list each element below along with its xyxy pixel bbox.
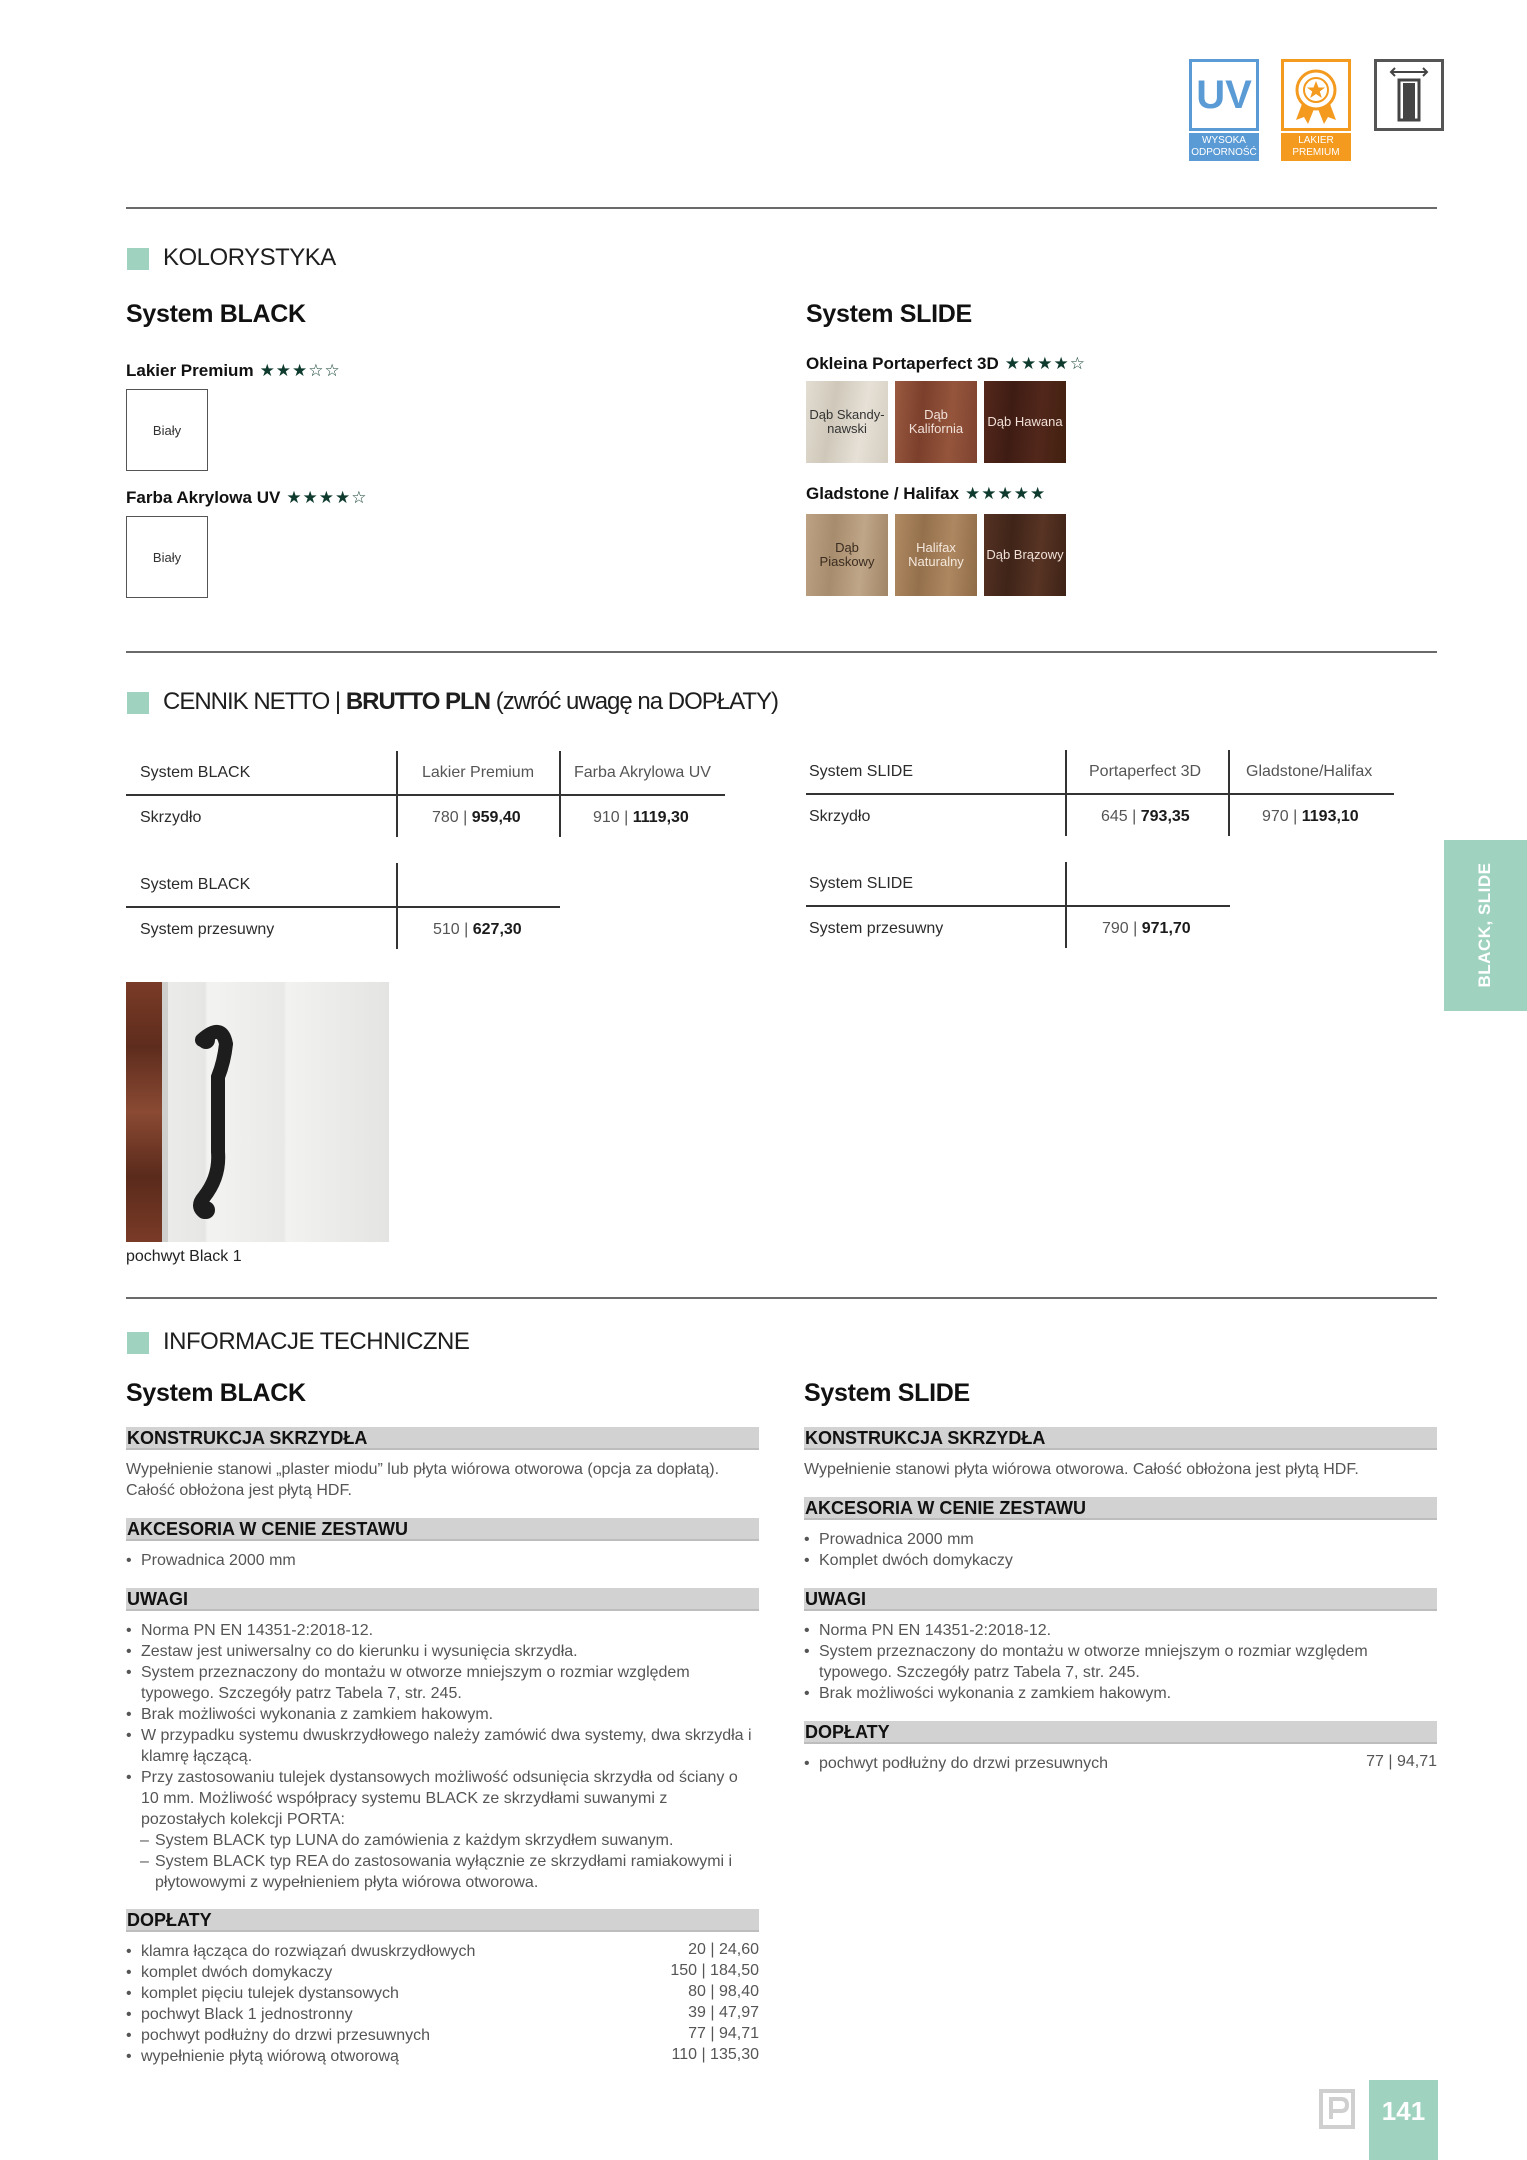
sub-list-item: – System BLACK typ REA do zastosowania wyłącznie ze skrzydłami ramiakowymi i płytowowymi z wypełnieniem płyta wiórowa otworowa. — [140, 1851, 745, 1893]
table-rule — [559, 751, 561, 837]
list-item: • Brak możliwości wykonania z zamkiem hakowym. — [126, 1704, 766, 1725]
price-brutto: 971,70 — [1141, 920, 1191, 937]
doplata-name: • klamra łącząca do rozwiązań dwuskrzydłowych — [126, 1941, 626, 1962]
price-cell — [433, 921, 522, 939]
price-cell — [1102, 920, 1191, 938]
finish-name: Gladstone / Halifax — [806, 484, 960, 503]
header-doplaty: DOPŁATY — [126, 1909, 759, 1932]
uv-label: WYSOKA ODPORNOŚĆ — [1189, 133, 1259, 161]
divider — [126, 651, 1437, 653]
header-doplaty: DOPŁATY — [804, 1721, 1437, 1744]
table-rule — [396, 751, 398, 837]
table-rule — [396, 863, 398, 949]
column-header: Portaperfect 3D — [1089, 763, 1202, 780]
doplata-price: 77 | 94,71 — [1366, 1753, 1437, 1770]
award-ribbon-icon — [1281, 59, 1351, 131]
list-item: • Brak możliwości wykonania z zamkiem hakowym. — [804, 1683, 1434, 1704]
table-rule — [126, 794, 725, 796]
rating-stars: ★★★★☆ — [1004, 354, 1086, 373]
list-item: • Przy zastosowaniu tulejek dystansowych możliwość odsunięcia skrzydła od ściany o 10 mm. Możliwość współpracy systemu BLACK ze skrzydłami suwanymi z pozostałych kolekcji PORTA: — [126, 1767, 741, 1830]
page-number: 141 — [1369, 2080, 1438, 2160]
table-rule — [806, 793, 1394, 795]
price-netto: 645 | — [1101, 808, 1141, 825]
section-marker — [127, 248, 149, 270]
rating-stars: ★★★★☆ — [286, 488, 368, 507]
rating-stars: ★★★★★ — [965, 484, 1047, 503]
doplata-price: 80 | 98,40 — [688, 1983, 759, 2000]
title-part: CENNIK NETTO | — [163, 688, 346, 715]
column-header: Farba Akrylowa UV — [574, 764, 711, 781]
list-item: • Norma PN EN 14351-2:2018-12. — [804, 1620, 1434, 1641]
price-cell — [432, 809, 521, 827]
list-item: • System przeznaczony do montażu w otworze mniejszym o rozmiar względem typowego. Szczegóły patrz Tabela 7, str. 245. — [804, 1641, 1419, 1683]
konstrukcja-text: Wypełnienie stanowi płyta wiórowa otworowa. Całość obłożona jest płytą HDF. — [804, 1461, 1359, 1478]
finish-name: Farba Akrylowa UV — [126, 488, 281, 507]
price-brutto: 1193,10 — [1301, 808, 1359, 825]
handle-icon — [126, 982, 389, 1242]
doplata-price: 39 | 47,97 — [688, 2004, 759, 2021]
list-item: • Komplet dwóch domykaczy — [804, 1550, 1434, 1571]
lakier-label: LAKIER PREMIUM — [1281, 133, 1351, 161]
section-title-cennik — [163, 688, 778, 716]
table-rule — [806, 905, 1230, 907]
handle-caption: pochwyt Black 1 — [126, 1248, 242, 1265]
table-rule — [1228, 750, 1230, 836]
kolor-black-title: System BLACK — [126, 300, 306, 328]
finish-name: Okleina Portaperfect 3D — [806, 354, 999, 373]
list-item: • System przeznaczony do montażu w otworze mniejszym o rozmiar względem typowego. Szczegóły patrz Tabela 7, str. 245. — [126, 1662, 746, 1704]
porta-logo-icon — [1319, 2089, 1355, 2129]
table-header: System BLACK — [140, 876, 251, 893]
handle-photo — [126, 982, 389, 1242]
header-uwagi: UWAGI — [126, 1588, 759, 1611]
divider — [126, 207, 1437, 209]
doplata-name: • pochwyt Black 1 jednostronny — [126, 2004, 626, 2025]
doplata-price: 110 | 135,30 — [671, 2046, 759, 2063]
price-brutto: 959,40 — [471, 809, 521, 826]
swatch-halifax-naturalny: Halifax Naturalny — [895, 514, 977, 596]
list-item: • Prowadnica 2000 mm — [804, 1529, 1434, 1550]
header-akcesoria: AKCESORIA W CENIE ZESTAWU — [804, 1497, 1437, 1520]
header-konstrukcja: KONSTRUKCJA SKRZYDŁA — [804, 1427, 1437, 1450]
price-brutto: 627,30 — [472, 921, 522, 938]
doplata-name: • komplet pięciu tulejek dystansowych — [126, 1983, 626, 2004]
uv-icon: UV — [1189, 59, 1259, 131]
table-rule — [1065, 750, 1067, 836]
price-netto: 790 | — [1102, 920, 1142, 937]
uv-badge — [1189, 59, 1259, 164]
rating-stars: ★★★☆☆ — [259, 361, 341, 380]
list-item: • Norma PN EN 14351-2:2018-12. — [126, 1620, 766, 1641]
price-cell — [1101, 808, 1190, 826]
swatch-dab-brazowy: Dąb Brązowy — [984, 514, 1066, 596]
sliding-door-icon — [1374, 59, 1444, 131]
section-marker — [127, 1332, 149, 1354]
konstrukcja-text: Wypełnienie stanowi „plaster miodu” lub płyta wiórowa otworowa (opcja za dopłatą). Całość obłożona jest płytą HDF. — [126, 1461, 720, 1499]
swatch-dab-hawana: Dąb Hawana — [984, 381, 1066, 463]
side-tab[interactable] — [1444, 840, 1527, 1011]
swatch-dab-piaskowy: Dąb Piaskowy — [806, 514, 888, 596]
price-brutto: 793,35 — [1140, 808, 1190, 825]
table-rule — [126, 906, 560, 908]
kolor-slide-title: System SLIDE — [806, 300, 972, 328]
table-rule — [1065, 862, 1067, 948]
list-item: • W przypadku systemu dwuskrzydłowego należy zamówić dwa systemy, dwa skrzydła i klamrę łączącą. — [126, 1725, 766, 1767]
column-header: Gladstone/Halifax — [1246, 763, 1373, 780]
table-header: System SLIDE — [809, 875, 914, 892]
doplata-name: • komplet dwóch domykaczy — [126, 1962, 626, 1983]
lakier-premium-badge — [1281, 59, 1351, 164]
finish-gladstone-halifax — [806, 484, 1046, 504]
swatch-dab-skandynawski: Dąb Skandy-nawski — [806, 381, 888, 463]
title-part-bold: BRUTTO PLN — [345, 688, 491, 715]
price-netto: 780 | — [432, 809, 472, 826]
swatch-bialy-lakier: Biały — [126, 389, 208, 471]
title-part: (zwróć uwagę na DOPŁATY) — [490, 688, 779, 715]
list-item: • Prowadnica 2000 mm — [126, 1550, 756, 1571]
price-cell — [593, 809, 689, 827]
price-brutto: 1119,30 — [632, 809, 689, 826]
info-black-title: System BLACK — [126, 1379, 306, 1407]
header-uwagi: UWAGI — [804, 1588, 1437, 1611]
price-netto: 510 | — [433, 921, 473, 938]
table-header: System SLIDE — [809, 763, 914, 780]
sub-list-item: – System BLACK typ LUNA do zamówienia z każdym skrzydłem suwanym. — [140, 1830, 760, 1851]
header-konstrukcja: KONSTRUKCJA SKRZYDŁA — [126, 1427, 759, 1450]
header-akcesoria: AKCESORIA W CENIE ZESTAWU — [126, 1518, 759, 1541]
swatch-bialy-farba: Biały — [126, 516, 208, 598]
doplata-name: • wypełnienie płytą wiórową otworową — [126, 2046, 626, 2067]
doplata-price: 150 | 184,50 — [670, 1962, 759, 1979]
price-netto: 970 | — [1262, 808, 1302, 825]
list-item: • Zestaw jest uniwersalny co do kierunku i wysunięcia skrzydła. — [126, 1641, 766, 1662]
price-netto: 910 | — [593, 809, 633, 826]
table-header: System BLACK — [140, 764, 251, 781]
price-cell — [1262, 808, 1359, 826]
doplata-price: 77 | 94,71 — [688, 2025, 759, 2042]
column-header: Lakier Premium — [422, 764, 535, 781]
row-label: Skrzydło — [809, 808, 871, 825]
doplata-price: 20 | 24,60 — [688, 1941, 759, 1958]
section-marker — [127, 692, 149, 714]
finish-farba-akrylowa — [126, 488, 368, 508]
row-label: System przesuwny — [140, 921, 275, 938]
finish-portaperfect — [806, 354, 1086, 374]
info-slide-title: System SLIDE — [804, 1379, 970, 1407]
row-label: System przesuwny — [809, 920, 944, 937]
finish-lakier-premium — [126, 361, 341, 381]
doplata-name: • pochwyt podłużny do drzwi przesuwnych — [804, 1753, 1304, 1774]
row-label: Skrzydło — [140, 809, 202, 826]
section-title-kolorystyka: KOLORYSTYKA — [163, 244, 336, 271]
doplata-name: • pochwyt podłużny do drzwi przesuwnych — [126, 2025, 626, 2046]
section-title-info: INFORMACJE TECHNICZNE — [163, 1328, 470, 1355]
swatch-dab-kalifornia: Dąb Kalifornia — [895, 381, 977, 463]
divider — [126, 1297, 1437, 1299]
side-tab-label: BLACK, SLIDE — [1475, 862, 1494, 988]
finish-name: Lakier Premium — [126, 361, 254, 380]
